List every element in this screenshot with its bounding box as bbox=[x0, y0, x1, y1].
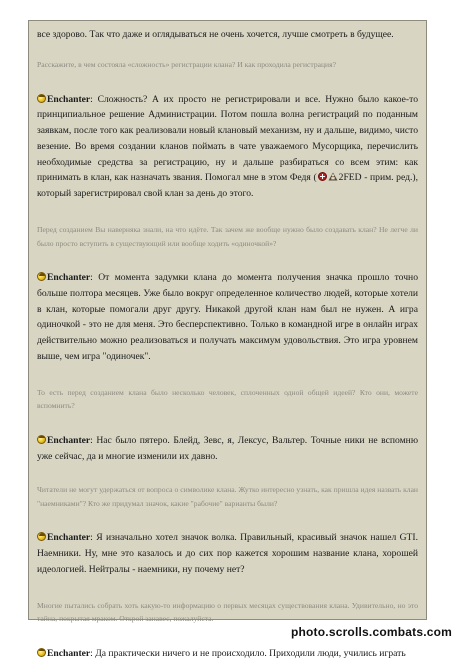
answer-1 bbox=[37, 92, 418, 203]
interview-text bbox=[29, 21, 426, 662]
speaker-name: Enchanter bbox=[47, 647, 91, 659]
smiley-face-icon bbox=[37, 94, 46, 103]
speaker-name: Enchanter bbox=[47, 532, 91, 544]
continued-answer-text: все здорово. Так что даже и оглядываться не очень хочется, лучше смотреть в будущее. bbox=[37, 29, 394, 40]
rank-icon bbox=[328, 172, 338, 181]
answer-3 bbox=[37, 433, 418, 465]
answer-2 bbox=[37, 270, 418, 365]
site-watermark: photo.scrolls.combats.com bbox=[290, 625, 452, 639]
question-4 bbox=[37, 483, 418, 510]
question-3-text: То есть перед созданием клана было несколько человек, сплоченных одной общей идеей? Кто они, можете вспомнить? bbox=[37, 387, 418, 411]
answer-5-text: : Да практически ничего и не происходило. Приходили люди, учились играть bbox=[90, 647, 406, 659]
clan-badge-icon bbox=[318, 172, 327, 181]
answer-5 bbox=[37, 646, 418, 662]
smiley-face-icon bbox=[37, 648, 46, 657]
answer-3-text: : Нас было пятеро. Блейд, Зевс, я, Лексус, Вальтер. Точные ники не вспомню уже сейчас, да и многие изменили их давно. bbox=[37, 434, 418, 462]
question-3 bbox=[37, 386, 418, 413]
question-5 bbox=[37, 599, 418, 626]
speaker-name: Enchanter bbox=[47, 93, 91, 105]
question-5-text: Многие пытались собрать хоть какую-то информацию о первых месяцах существования клана. Удивительно, но это тайна, покрытая мраком. Открой занавес, пожалуйста. bbox=[37, 600, 418, 624]
question-1-text: Расскажите, в чем состояла «сложность» регистрации клана? И как проходила регистрация? bbox=[37, 60, 336, 69]
answer-1-text-start: : Сложность? А их просто не регистрировали и все. Нужно было какое-то принципиальное решение Администрации. Потом пошла волна регистраций по поданным заявкам, после того как реализовали новый клановый механизм, ну и дальше, видимо, чисто везение. Во время создании кланов поймать в чате уважаемого Мусорщика, перечислить необходимые средства за регистрацию, ну и дальше разбираться со всем этим: как принимать в клан, как назначать звания. Помогал мне в этом Федя ( bbox=[37, 93, 418, 184]
answer-4 bbox=[37, 530, 418, 577]
player-link-2fed[interactable]: 2FED bbox=[338, 172, 362, 184]
question-2-text: Перед созданием Вы наверняка знали, на что идёте. Так зачем же вообще нужно было создавать клан? Не легче ли было просто вступить в существующий или вообще ходить «одиночкой»? bbox=[37, 225, 418, 248]
smiley-face-icon bbox=[37, 435, 46, 444]
question-2 bbox=[37, 223, 418, 250]
answer-1-text-end: - прим. ред.), который зарегистрировал свой клан за день до этого. bbox=[37, 172, 418, 200]
smiley-face-icon bbox=[37, 272, 46, 281]
speaker-name: Enchanter bbox=[47, 434, 91, 446]
speaker-name: Enchanter bbox=[47, 272, 91, 284]
question-4-text: Читатели не могут удержаться от вопроса о символике клана. Жутко интересно узнать, как пришла идея назвать клан "наемниками"? Кто же придумал значок, какие "рабочие" варианты были? bbox=[37, 485, 418, 508]
answer-4-text: : Я изначально хотел значок волка. Правильный, красивый значок нашел GTI. Наемники. Ну, мне это казалось и до сих пор кажется хорошим название клана, хорошей идеологией. Нейтралы - наемники, ну почему нет? bbox=[37, 532, 418, 576]
question-1 bbox=[37, 58, 418, 72]
smiley-face-icon bbox=[37, 532, 46, 541]
continued-answer-line bbox=[37, 28, 418, 41]
answer-2-text: : От момента задумки клана до момента получения значка прошло точно больше полтора месяцев. Уже было вокруг определенное количество людей, которые хотели в клан, которые помогали друг другу. Никакой другой клан нам был не нужен. А игра одиночкой - это не для меня. Это бесперспективно. Только в командной игре в онлайн играх действительно можно реализоваться и получать максимум удовольствия. Это игра уровнем выше, чем игра "одиночек". bbox=[37, 272, 418, 363]
